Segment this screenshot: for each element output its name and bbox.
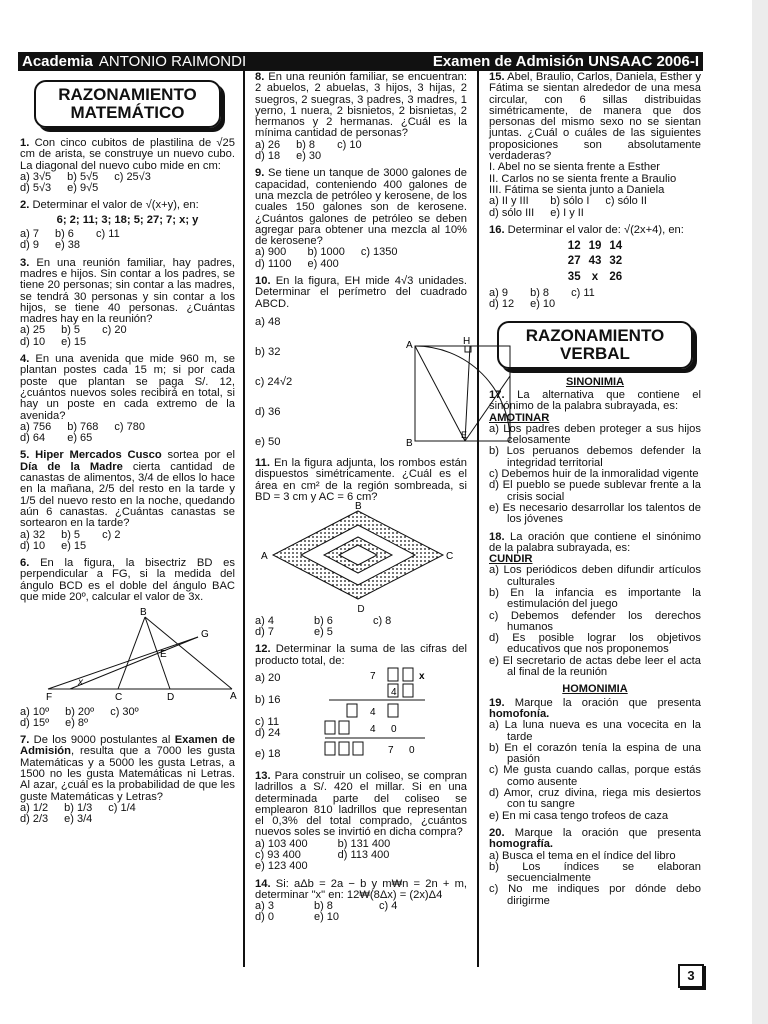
question-15: 15. Abel, Braulio, Carlos, Daniela, Esther y Fátima se sientan alrededor de una mesa circular, con 6 sillas distribuidas simétricamente, de manera que dos personas del mismo sexo no se sientan juntas. ¿Cuál o cuáles de las siguientes proposiciones son absolutamente verdaderas? I. Abel no se sienta frente a Esther II. Carlos no se sienta frente a Braulio III. Fátima se sienta junto a Daniela a) II y III b) sólo I c) sólo II d) sólo III e) I y II — [489, 71, 701, 219]
option[interactable]: c) 30º — [110, 705, 139, 718]
question-19: 19. Marque la oración que presenta homofonía. a) La luna nueva es una vocecita en la tarde b) En el corazón tenía la espina de una pasión c) Me gusta cuando callas, porque estás como ausente d) Amor, cruz divina, riega mis desiertos con tu sangre e) En mi casa tengo trofeos de caza — [489, 696, 701, 822]
question-4-options — [20, 422, 235, 445]
option[interactable]: d) 12 — [489, 298, 515, 311]
academy-name: ANTONIO RAIMONDI — [98, 53, 247, 70]
question-1-options — [20, 172, 235, 195]
option[interactable]: a) 20 — [255, 671, 281, 684]
question-14: 14. Si: aΔb = 2a − b y m₩n = 2n + m, determinar "x" en: 12₩(8Δx) = (2x)Δ4 a) 3 b) 8 c) 4 d) 0 e) 10 — [255, 877, 468, 924]
option[interactable]: a) 48 — [255, 315, 281, 328]
label-C: C — [446, 551, 454, 563]
question-5-options — [20, 530, 235, 553]
column-divider-1 — [243, 71, 245, 967]
option[interactable]: a) 26 — [255, 138, 281, 151]
option[interactable]: b) Los peruanos debemos defender la integridad territorial — [489, 445, 701, 469]
option[interactable]: b) En el corazón tenía la espina de una pasión — [489, 741, 701, 766]
option[interactable]: d) 7 — [255, 626, 274, 639]
option[interactable]: a) 1/2 — [20, 801, 49, 814]
question-20: 20. Marque la oración que presenta homografía. a) Busca el tema en el índice del libro b) Los índices se elaboran secuencialmente c) No me indiques por dónde debo dirigirme — [489, 826, 701, 907]
grid-cell: x — [591, 270, 599, 283]
option[interactable]: b) 8 — [530, 287, 550, 300]
option[interactable]: b) 1000 — [307, 246, 345, 259]
question-8-options — [255, 140, 467, 163]
option[interactable]: e) I y II — [550, 206, 584, 219]
option[interactable]: c) 8 — [372, 614, 392, 627]
option[interactable]: e) El secretario de actas debe leer el acta al final de la reunión — [489, 654, 701, 679]
option[interactable]: c) 11 — [255, 715, 280, 728]
question-13-options — [255, 839, 467, 873]
question-7-options — [20, 803, 235, 826]
option[interactable]: b) 5 — [61, 528, 81, 541]
option[interactable]: e) En mi casa tengo trofeos de caza — [489, 809, 669, 822]
rhombus-figure — [255, 503, 467, 603]
grid-cell: 26 — [609, 270, 623, 283]
option[interactable]: e) 3/4 — [64, 813, 93, 826]
option[interactable]: d) 113 400 — [337, 848, 390, 861]
option[interactable]: e) 123 400 — [255, 860, 308, 873]
option[interactable]: e) Es necesario desarrollar los talentos de los jóvenes — [489, 501, 701, 526]
question-16: 16. Determinar el valor de: √(2x+4), en: 12 19 14 27 43 32 35 x 26 a) 9 b) 8 c) 11 d) 12 e) 10 — [489, 225, 701, 311]
section-title-verbal: RAZONAMIENTO VERBAL — [497, 321, 693, 369]
option[interactable]: a) 4 — [255, 614, 274, 627]
digit: 7 — [370, 671, 376, 683]
question-9-options — [255, 247, 467, 270]
option[interactable]: b) 8 — [313, 900, 333, 913]
label-F: F — [46, 692, 53, 704]
option[interactable]: c) 11 — [96, 228, 120, 241]
grid-cell: 19 — [588, 240, 602, 253]
option[interactable]: c) Debemos huir de la inmoralidad vigente — [489, 468, 699, 481]
section-title-math: RAZONAMIENTO MATEMÁTICO — [34, 80, 221, 128]
grid-cell: 43 — [588, 255, 602, 268]
option[interactable]: a) 103 400 — [255, 837, 308, 850]
option[interactable]: d) 15º — [20, 716, 50, 729]
digit: 4 — [391, 687, 397, 699]
option[interactable]: a) Busca el tema en el índice del libro — [489, 849, 676, 862]
option[interactable]: c) 780 — [114, 420, 145, 433]
option[interactable]: a) II y III — [489, 195, 529, 208]
option[interactable]: d) 5√3 — [20, 182, 52, 195]
option[interactable]: e) 8º — [65, 716, 89, 729]
question-1: 1. Con cinco cubitos de plastilina de √25 cm de arista, se construye un nuevo cubo. La diagonal del nuevo cubo mide en cm: a) 3√5 b) 5√5 c) 25√3 d) 5√3 e) 9√5 — [20, 137, 236, 195]
question-4: 4. En una avenida que mide 960 m, se plantan postes cada 15 m; si por cada poste que plantan se paga S/. 12, ¿cuántos nuevos soles recibirá en total, si hay un poste en cada extremo de la avenida? a) 756 b) 768 c) 780 d) 64 e) 65 — [20, 353, 236, 445]
option[interactable]: a) 756 — [20, 420, 52, 433]
label-H: H — [463, 336, 471, 348]
subsection-sinonimia: SINONIMIA — [565, 375, 625, 388]
label-B: B — [406, 438, 413, 450]
question-3-options — [20, 325, 235, 348]
digit: 0 — [391, 724, 397, 736]
digit: 0 — [409, 745, 415, 757]
question-5: 5. Hiper Mercados Cusco sortea por el Día de la Madre cierta cantidad de canastas de alimentos, 3/4 de ellos lo hace en la mañana, 2/5 del resto en la tarde y 1/5 del nuevo resto en la noche, quedando aún 6 canastas. ¿Cuántas canastas se sortearon en la tarde? a) 32 b) 5 c) 2 d) 10 e) 15 — [20, 449, 236, 552]
option[interactable]: c) No me indiques por dónde debo dirigirme — [489, 883, 701, 907]
option[interactable]: c) Debemos defender los derechos humanos — [489, 609, 701, 633]
option[interactable]: d) Es posible lograr los objetivos educativos que nos proponemos — [489, 632, 701, 656]
question-6: 6. En la figura, la bisectriz BD es perpendicular a FG, si la medida del ángulo BCD es el doble del ángulo BAC que mide 20º, calcular el valor de 3x. B G E x F C D A a) 10º b) 20º c) 30º d) 15º e) 8º — [20, 557, 237, 729]
option[interactable]: c) 11 — [571, 287, 595, 300]
option[interactable]: e) 18 — [255, 747, 281, 760]
question-3: 3. En una reunión familiar, hay padres, madres e hijos. Sin contar a los padres, se tiene 20 personas; sin contar a las madres, se tendrá 30 personas y sin contar a los hijos, se tiene 40 personas. ¿Cuántas madres hay en la reunión? a) 25 b) 5 c) 20 d) 10 e) 15 — [20, 256, 235, 348]
question-17: 17. La alternativa que contiene el sinónimo de la palabra subrayada, es: AMOTINAR a) Los padres deben proteger a sus hijos celosamente b) Los peruanos debemos defender la integridad territorial c) Debemos huir de la inmoralidad vigente d) El pueblo se puede sublevar frente a la crisis social e) Es necesario desarrollar los talentos de los jóvenes — [489, 388, 701, 526]
question-11: 11. En la figura adjunta, los rombos están dispuestos simétricamente. ¿Cuál es el área en cm² de la región sombreada, si BD = 3 cm y AC = 6 cm? B A C D a) 4 b) 6 c) 8 d) 7 e) 5 — [255, 456, 468, 639]
grid-cell: 35 — [567, 270, 581, 283]
label-x: x — [78, 677, 83, 689]
option[interactable]: e) 5 — [313, 626, 333, 639]
multiplication-figure — [325, 666, 445, 756]
option[interactable]: e) 50 — [255, 435, 281, 448]
question-13: 13. Para construir un coliseo, se compran ladrillos a S/. 420 el millar. Si en una determinada parte del coliseo se emplearon 810 ladrillos que representan el 0,3% del total comprado, ¿cuántos nuevos soles se invirtió en dicha compra? a) 103 400 b) 131 400 c) 93 400 d) 113 400 e) 123 400 — [255, 769, 467, 873]
question-7: 7. De los 9000 postulantes al Examen de Admisión, resulta que a 7000 les gusta Matemáticas y a 5000 les gusta Letras, a 1500 no les gusta Matemáticas ni Letras. Al azar, ¿cuál es la probabilidad de que les guste Matemáticas y Letras? a) 1/2 b) 1/3 c) 1/4 d) 2/3 e) 3/4 — [20, 734, 236, 826]
option[interactable]: b) 5 — [61, 324, 81, 337]
proposition: II. Carlos no se sienta frente a Braulio — [489, 172, 677, 185]
label-B: B — [355, 501, 362, 513]
option[interactable]: b) 6 — [54, 228, 74, 241]
option[interactable]: a) 3 — [255, 900, 274, 913]
exam-title: Examen de Admisión UNSAAC 2006-I — [432, 53, 699, 70]
option[interactable]: d) 10 — [20, 335, 46, 348]
number-grid — [564, 239, 626, 285]
grid-cell: 32 — [609, 255, 623, 268]
grid-cell: 14 — [609, 240, 623, 253]
page-number: 3 — [678, 964, 704, 988]
question-2: 2. Determinar el valor de √(x+y), en: 6; 2; 11; 3; 18; 5; 27; 7; x; y a) 7 b) 6 c) 11 d) 9 e) 38 — [20, 200, 235, 251]
option[interactable]: e) 10 — [530, 298, 556, 311]
subsection-homonimia: HOMONIMIA — [562, 683, 628, 696]
label-A: A — [261, 551, 268, 563]
option[interactable]: e) 15 — [61, 335, 87, 348]
grid-cell: 27 — [567, 255, 581, 268]
option[interactable]: c) 25√3 — [114, 170, 151, 183]
page-header — [18, 52, 703, 71]
question-14-options — [255, 901, 467, 924]
question-16-options — [489, 288, 701, 311]
option[interactable]: a) 7 — [20, 228, 39, 241]
label-C: C — [115, 692, 123, 704]
option[interactable]: e) 65 — [67, 432, 93, 445]
digit: 7 — [388, 745, 394, 757]
option[interactable]: b) 32 — [255, 345, 281, 358]
option[interactable]: a) 900 — [255, 246, 287, 259]
option[interactable]: b) 6 — [313, 614, 333, 627]
option[interactable]: e) 38 — [54, 239, 81, 252]
option[interactable]: d) 0 — [255, 911, 274, 924]
option[interactable]: a) 3√5 — [20, 170, 52, 183]
option[interactable]: d) 36 — [255, 405, 281, 418]
viewer-margin — [752, 0, 768, 1024]
option[interactable]: d) 2/3 — [20, 813, 49, 826]
question-11-options — [255, 616, 467, 639]
option[interactable]: c) 24√2 — [255, 375, 293, 388]
option[interactable]: c) 10 — [337, 138, 362, 151]
option[interactable]: d) Amor, cruz divina, riega mis desiertos con tu sangre — [489, 787, 701, 811]
option[interactable]: b) 131 400 — [337, 837, 391, 850]
label-A: A — [406, 340, 413, 352]
question-2-sequence: 6; 2; 11; 3; 18; 5; 27; 7; x; y — [56, 213, 199, 226]
option[interactable]: a) 25 — [20, 324, 46, 337]
option[interactable]: e) 10 — [313, 911, 340, 924]
option[interactable]: c) 93 400 — [255, 848, 301, 861]
question-12: 12. Determinar la suma de las cifras del producto total, de: a) 20 b) 16 c) 11 d) 24 e) 18 7 x 4 4 4 0 7 0 — [255, 644, 467, 765]
option[interactable]: e) 15 — [61, 539, 87, 552]
question-8: 8. En una reunión familiar, se encuentran: 2 abuelos, 2 abuelas, 3 hijos, 3 hijas, 2 suegros, 2 suegras, 3 padres, 3 madres, 1 yerno, 1 nuera, 2 bisnietos, 2 bisnietas, 2 hermanos y 2 hermanas. ¿Cuál es la mínima cantidad de personas? a) 26 b) 8 c) 10 d) 18 e) 30 — [255, 71, 467, 163]
question-18: 18. La oración que contiene el sinónimo de la palabra subrayada, es: CUNDIR a) Los periódicos deben difundir artículos culturales b) En la infancia es importante la estimulación del juego c) Debemos defender los derechos humanos d) Es posible lograr los objetivos educativos que nos proponemos e) El secretario de actas debe leer el acta al final de la reunión — [489, 530, 702, 679]
question-15-options — [489, 196, 701, 219]
option[interactable]: d) 1100 — [255, 257, 292, 270]
label-E: E — [461, 430, 468, 441]
option[interactable]: d) 64 — [20, 432, 46, 445]
option[interactable]: c) 2 — [102, 528, 121, 541]
option[interactable]: a) 10º — [20, 705, 50, 718]
option[interactable]: b) 768 — [67, 420, 99, 433]
option[interactable]: d) 18 — [255, 150, 281, 163]
question-17-word: AMOTINAR — [489, 411, 550, 424]
option[interactable]: c) Me gusta cuando callas, porque estás como ausente — [489, 764, 701, 788]
times-sign: x — [419, 671, 425, 683]
option[interactable]: e) 30 — [296, 150, 322, 163]
option[interactable]: a) Los periódicos deben difundir artículos culturales — [489, 564, 701, 588]
label-G: G — [201, 629, 209, 641]
option[interactable]: d) 9 — [20, 239, 39, 252]
option[interactable]: c) 1/4 — [108, 801, 136, 814]
proposition: III. Fátima se sienta junto a Daniela — [489, 183, 665, 196]
option[interactable]: a) Los padres deben proteger a sus hijos celosamente — [489, 422, 701, 447]
option[interactable]: d) 10 — [20, 539, 46, 552]
option[interactable]: e) 400 — [307, 257, 339, 270]
option[interactable]: b) Los índices se elaboran secuencialmente — [489, 860, 701, 885]
option[interactable]: b) sólo I — [550, 195, 590, 208]
label-A: A — [230, 691, 237, 703]
column-divider-2 — [477, 71, 479, 967]
option[interactable]: b) 8 — [296, 138, 316, 151]
column-1 — [20, 72, 235, 832]
option[interactable]: b) En la infancia es importante la estimulación del juego — [489, 586, 701, 611]
question-9: 9. Se tiene un tanque de 3000 galones de capacidad, conteniendo 400 galones de una mezcla de petróleo y kerosene, de los cuales 150 galones son de kerosene. ¿Cuántos galones de petróleo se deben agregar para obtener una mezcla al 10% de kerosene? a) 900 b) 1000 c) 1350 d) 1100 e) 400 — [255, 167, 468, 270]
question-6-options — [20, 707, 235, 730]
proposition: I. Abel no se sienta frente a Esther — [489, 161, 661, 174]
academy-label: Academia — [22, 53, 93, 70]
option[interactable]: c) 4 — [379, 900, 398, 913]
option[interactable]: c) sólo II — [605, 195, 647, 208]
digit: 4 — [370, 724, 376, 736]
option[interactable]: a) La luna nueva es una vocecita en la tarde — [489, 719, 701, 743]
column-3 — [489, 72, 701, 913]
label-D: D — [167, 692, 175, 704]
triangle-figure — [20, 603, 235, 703]
option[interactable]: b) 16 — [255, 693, 281, 706]
grid-cell: 12 — [567, 240, 581, 253]
digit: 4 — [370, 707, 376, 719]
option[interactable]: b) 1/3 — [64, 801, 93, 814]
column-2 — [255, 71, 471, 930]
option[interactable]: d) El pueblo se puede sublevar frente a la crisis social — [489, 479, 701, 503]
label-D: D — [357, 604, 365, 616]
option[interactable]: d) 24 — [255, 726, 281, 739]
question-18-word: CUNDIR — [489, 553, 533, 566]
label-B: B — [140, 607, 147, 619]
option[interactable]: a) 9 — [489, 287, 508, 300]
option[interactable]: b) 5√5 — [67, 170, 99, 183]
label-E: E — [160, 649, 167, 661]
option[interactable]: c) 20 — [102, 324, 127, 337]
option[interactable]: d) sólo III — [489, 206, 535, 219]
question-2-options — [20, 229, 235, 252]
option[interactable]: e) 9√5 — [67, 182, 99, 195]
option[interactable]: c) 1350 — [360, 246, 398, 259]
question-10: 10. En la figura, EH mide 4√3 unidades. Determinar el perímetro del cuadrado ABCD. a) 48 b) 32 c) 24√2 d) 36 e) 50 A H B E — [255, 276, 467, 452]
option[interactable]: b) 20º — [65, 705, 95, 718]
option[interactable]: a) 32 — [20, 528, 46, 541]
